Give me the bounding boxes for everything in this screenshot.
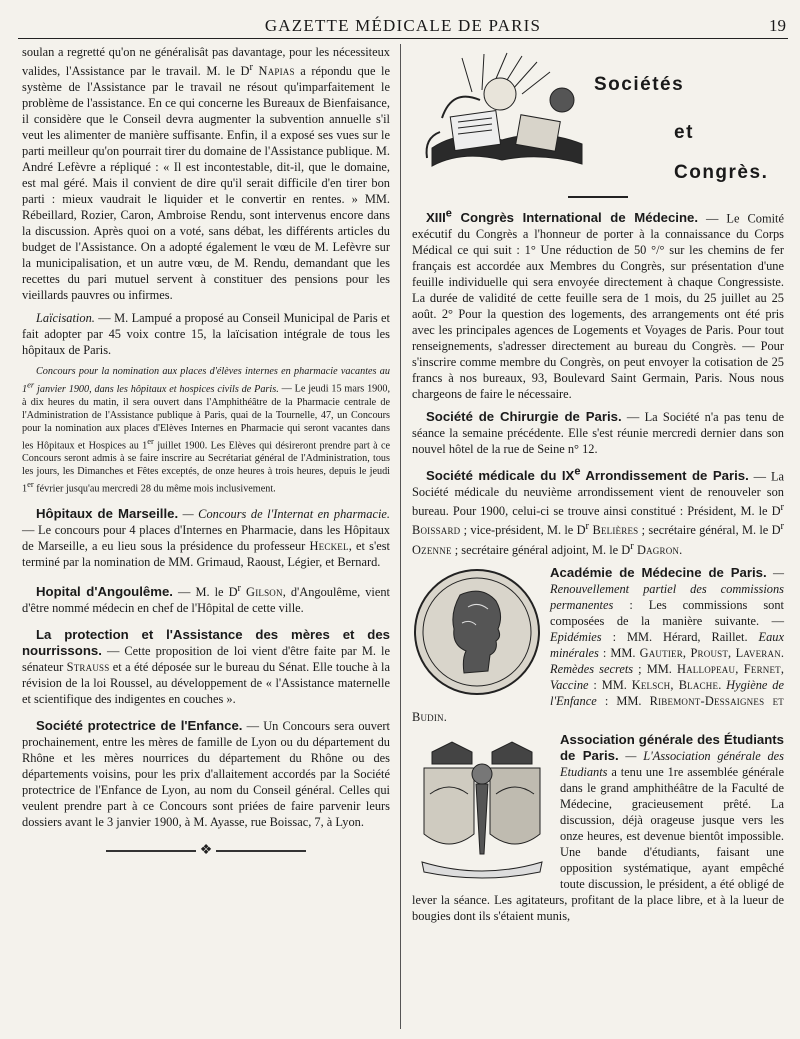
section-rule: [568, 196, 628, 198]
article-laicisation: Laïcisation. — M. Lampué a proposé au Conseil Municipal de Paris et fait adopter par 45 voix contre 15, la laïcisation intégrale de tous les hôpitaux de Paris.: [22, 311, 390, 358]
left-column: [22, 44, 390, 859]
banner-word-societes: Sociétés: [594, 74, 685, 95]
article-societe-enfance: Société protectrice de l'Enfance. — Un Concours sera ouvert prochainement, entre les mères de famille de Lyon ou du département du Rhône et les mères nourrices du département du Rhône ou des départements voisins, pour les prix d'allaitement accordés par la Société protectrice de l'Enfance de Lyon, au nom du Conseil général. Celles qui veulent prendre part à ce Concours sont priées de faire parvenir leurs dossiers avant le 3 janvier 1900, à M. Ayasse, rue Boissac, 7, à Lyon.: [22, 718, 390, 830]
article-assistance-continued: soulan a regretté qu'on ne généralisât pas davantage, pour les nécessiteux valides, l'Assistance par le travail. M. le $D^r$ Napias a répondu que le système de l'Assistance par le travail ne résout qu'imparfaitement le problème de l'assistance. En ce qui concerne les Bureaux de Bienfaisance, il considère que le Conseil devra augmenter la subvention annuelle s'il veut les alimenter de manière suffisante. Enfin, il a exposé ses vues sur le parti meilleur qu'on pourrait tirer du domaine de l'Assistance publique. M. André Lefèvre a répliqué : « Il est incontestable, dit-il, que le domaine, est mal géré. Mais il convient de dire qu'il serait difficile d'en tirer bon parti : mieux vaudrait le liquider et le convertir en rentes. » MM. Rébeillard, Rozier, Caron, Ambroise Rendu, sont intervenus encore dans la discussion. Après quoi on a voté, sans débat, les différents articles du budget de l'Assistance. On a adopté également le vœu de M. Lefèvre sur la municipalisation, et un autre vœu, de M. Rendu, demandant que les recettes du pari mutuel servent à constituer des pensions pour les vieillards pauvres ou infirmes.: [22, 45, 390, 303]
article-marseille: Hôpitaux de Marseille. — Concours de l'Internat en pharmacie. — Le concours pour 4 places d'Internes en Pharmacie, dans les Hôpitaux de Marseille, a eu lieu sous la présidence du professeur Heckel, et s'est terminé par la nomination de MM. Grimaud, Raoust, Légier, et Bernard.: [22, 506, 390, 570]
right-column: [412, 44, 784, 924]
article-protection-meres: La protection et l'Assistance des mères et des nourrissons. — Cette proposition de loi vient d'être faite par M. le sénateur Strauss et a été déposée sur le bureau du Sénat. Elle touche à la révision de la loi Roussel, au développement de « l'Assistance maternelle et scientifique des indigentes en couches ».: [22, 627, 390, 707]
engraving-books-illustration: [422, 48, 592, 178]
article-angouleme: Hopital d'Angoulême. — M. le $D^r$ Gilson, d'Angoulême, vient d'être nommé médecin en chef de l'Hôpital de cette ville.: [22, 583, 390, 616]
banner-word-et: et: [674, 122, 694, 143]
societes-banner: [412, 44, 784, 194]
ornament-divider: ❖: [22, 842, 390, 859]
article-association-etudiants: Association générale des Étudiants de Paris. — L'Association générale des Etudiants a tenu une 1re assemblée générale dans le grand amphithéâtre de la Faculté de Médecine, gracieusement prêté. La discussion, déjà orageuse jusque vers les onze heures, est devenue bientôt impossible. Une bande d'étudiants, faisant une opposition systématique, ayant empêché toute discussion, le président, a été obligé de lever la séance. Les agitateurs, profitant de la place libre, et à la lueur de bougies dont ils s'étaient munis,: [412, 731, 784, 923]
article-societe-chirurgie: Société de Chirurgie de Paris. — La Société n'a pas tenu de séance la semaine précédente. Elle s'est réunie mercredi dernier dans son nouvel hôtel de la rue de Seine n° 12.: [412, 408, 784, 456]
article-academie-medecine: Académie de Médecine de Paris. — Renouvellement partiel des commissions permanentes : Les commissions sont composées de la manière suivante. — Epidémies : MM. Hérard, Raillet. Eaux minérales : MM. Gautier, Proust, Laveran. Remèdes secrets ; MM. Hallopeau, Fernet, Vaccine : MM. Kelsch, Blache. Hygiène de l'Enfance : MM. Ribemont-Dessaignes et Budin.: [412, 564, 785, 724]
article-societe-ix-arrondissement: Société médicale du IXe Arrondissement de Paris. — La Société médicale du neuvième arrondissement vient de renouveler son bureau. Pour 1900, celui-ci se trouve ainsi constitué : Président, M. le $D^r$ Boissard ; vice-président, M. le $D^r$ Belières ; secrétaire général, M. le $D^r$ Ozenne ; secrétaire général adjoint, M. le $D^r$ Dagron.: [412, 465, 785, 557]
article-concours-pharmacie: Concours pour la nomination aux places d'élèves internes en pharmacie vacantes au 1er janvier 1900, dans les hôpitaux et hospices civils de Paris. — Le jeudi 15 mars 1900, à dix heures du matin, il sera ouvert dans l'Amphithéâtre de la Pharmacie centrale de l'Administration de l'Assistance publique à Paris, quai de la Tournelle, 47, un Concours pour la nomination aux places d'Elèves Internes en Pharmacie qui seront vacantes dans les Hôpitaux et Hospices au 1er juillet 1900. Les Elèves qui désireront prendre part à ce Concours seront admis à se faire inscrire au Secrétariat général de l'Administration, tous les jours, les Dimanches et Fêtes exceptés, de onze heures à trois heures, depuis le jeudi 1er février jusqu'au mercredi 28 du même mois inclusivement.: [22, 366, 390, 495]
page-header: [18, 12, 788, 39]
banner-word-congres: Congrès.: [674, 162, 769, 183]
article-congres-international: XIIIe Congrès International de Médecine. — Le Comité exécutif du Congrès a l'honneur de porter à la connaissance du Corps Médical ce qui suit : 1° Une réduction de 50 °/° sur les chemins de fer français est accordée aux Membres du Congrès, sur présentation d'une feuille individuelle qui sera envoyée directement à chaque Congressiste. La durée de validité de cette feuille sera de 1 mois, du 25 juillet au 25 août. 2° Pour la question des logements, des arrangements ont été pris avec les principales agences de Logements et Voyages de Paris. Pour tout renseignements, s'adresser directement au bureau du Congrès. — Pour s'inscrire comme membre du Congrès, on peut envoyer la cotisation de 25 francs à nos bureaux, 93, Boulevard Saint Germain, Paris. Nous nous chargeons de faire le nécessaire.: [412, 207, 784, 401]
medallion-portrait-illustration: [412, 567, 542, 697]
page-number: 19: [769, 16, 786, 35]
journal-title: GAZETTE MÉDICALE DE PARIS: [264, 16, 542, 35]
column-divider: [400, 44, 401, 1029]
coat-of-arms-illustration: [412, 734, 552, 884]
